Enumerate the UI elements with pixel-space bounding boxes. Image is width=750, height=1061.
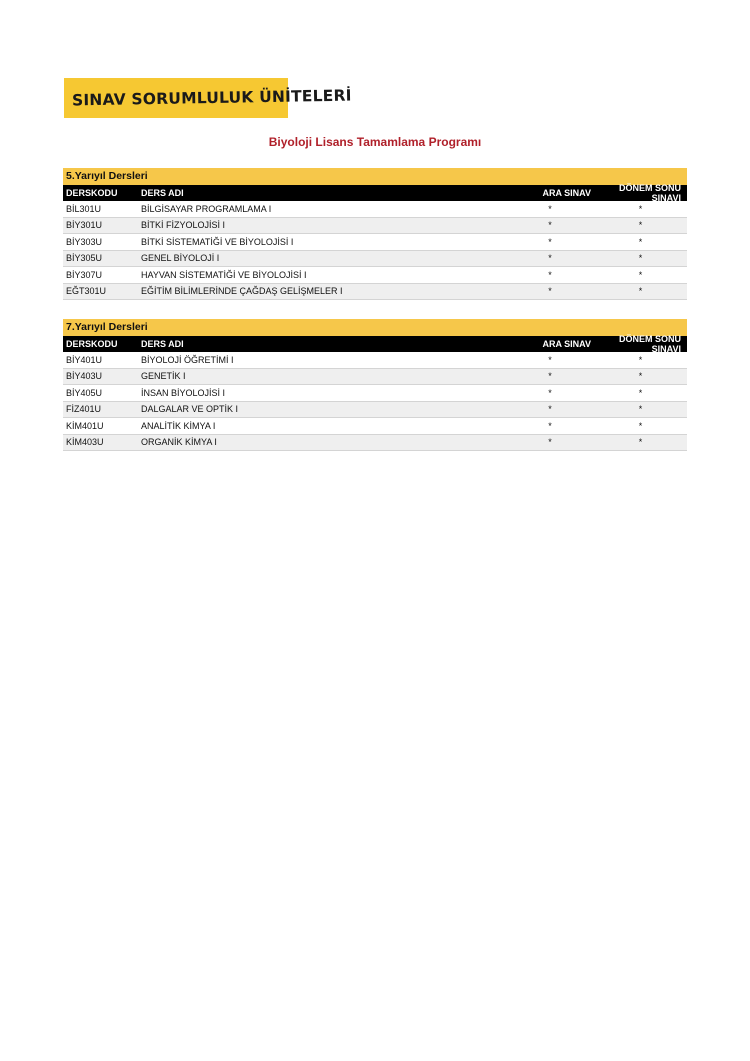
- final-mark: *: [638, 437, 643, 448]
- final-mark: *: [638, 269, 643, 280]
- course-name: DALGALAR VE OPTİK I: [141, 404, 239, 415]
- column-header-name: DERS ADI: [141, 339, 184, 349]
- column-header-row: [63, 336, 687, 352]
- midterm-mark: *: [548, 387, 552, 398]
- final-mark: *: [638, 387, 643, 398]
- table-row: [63, 435, 687, 452]
- course-code: BİY307U: [66, 269, 103, 280]
- table-row: [63, 234, 687, 251]
- final-mark: *: [638, 286, 643, 297]
- semester-7-section: [63, 319, 687, 451]
- table-row: [63, 251, 687, 268]
- table-row: [63, 402, 687, 419]
- course-code: BİY403U: [66, 371, 103, 382]
- table-row: [63, 284, 687, 301]
- course-code: EĞT301U: [66, 286, 107, 297]
- midterm-mark: *: [548, 371, 552, 382]
- midterm-mark: *: [548, 354, 552, 365]
- final-mark: *: [638, 371, 643, 382]
- semester-5-section: [63, 168, 687, 300]
- course-name: BİYOLOJİ ÖĞRETİMİ I: [141, 354, 234, 365]
- final-mark: *: [638, 236, 643, 247]
- midterm-mark: *: [548, 404, 552, 415]
- course-name: BİTKİ FİZYOLOJİSİ I: [141, 220, 226, 231]
- course-code: BİY401U: [66, 354, 103, 365]
- column-header-midterm: ARA SINAV: [542, 188, 591, 198]
- table-row: [63, 201, 687, 218]
- section-heading: 7.Yarıyıl Dersleri: [63, 319, 687, 336]
- column-header-code: DERSKODU: [66, 339, 118, 349]
- course-code: KİM401U: [66, 420, 104, 431]
- course-code: BİY301U: [66, 220, 103, 231]
- midterm-mark: *: [548, 269, 552, 280]
- course-name: ORGANİK KİMYA I: [141, 437, 217, 448]
- table-row: [63, 385, 687, 402]
- course-name: GENETİK I: [141, 371, 186, 382]
- table-row: [63, 369, 687, 386]
- table-row: [63, 218, 687, 235]
- course-code: BİL301U: [66, 203, 102, 214]
- table-row: [63, 267, 687, 284]
- course-code: KİM403U: [66, 437, 104, 448]
- course-name: BİLGİSAYAR PROGRAMLAMA I: [141, 203, 272, 214]
- course-name: HAYVAN SİSTEMATİĞİ VE BİYOLOJİSİ I: [141, 269, 307, 280]
- course-code: BİY305U: [66, 253, 103, 264]
- course-name: BİTKİ SİSTEMATİĞİ VE BİYOLOJİSİ I: [141, 236, 294, 247]
- header-banner: [64, 78, 352, 118]
- course-name: ANALİTİK KİMYA I: [141, 420, 216, 431]
- midterm-mark: *: [548, 420, 552, 431]
- course-code: FİZ401U: [66, 404, 102, 415]
- final-mark: *: [638, 220, 643, 231]
- midterm-mark: *: [548, 437, 552, 448]
- course-name: GENEL BİYOLOJİ I: [141, 253, 220, 264]
- column-header-final: DÖNEM SONU SINAVI: [618, 183, 681, 203]
- midterm-mark: *: [548, 286, 552, 297]
- column-header-midterm: ARA SINAV: [542, 339, 591, 349]
- column-header-row: [63, 185, 687, 201]
- final-mark: *: [638, 420, 643, 431]
- table-row: [63, 418, 687, 435]
- table-row: [63, 352, 687, 369]
- course-name: İNSAN BİYOLOJİSİ I: [141, 387, 226, 398]
- column-header-code: DERSKODU: [66, 188, 118, 198]
- midterm-mark: *: [548, 220, 552, 231]
- banner-title: SINAV SORUMLULUK ÜNİTELERİ: [71, 86, 352, 110]
- midterm-mark: *: [548, 203, 552, 214]
- section-heading: 5.Yarıyıl Dersleri: [63, 168, 687, 185]
- page-title: Biyoloji Lisans Tamamlama Programı: [268, 135, 482, 149]
- final-mark: *: [638, 253, 643, 264]
- midterm-mark: *: [548, 236, 552, 247]
- final-mark: *: [638, 203, 643, 214]
- course-code: BİY303U: [66, 236, 103, 247]
- course-name: EĞİTİM BİLİMLERİNDE ÇAĞDAŞ GELİŞMELER I: [141, 286, 343, 297]
- final-mark: *: [638, 404, 643, 415]
- column-header-name: DERS ADI: [141, 188, 184, 198]
- column-header-final: DÖNEM SONU SINAVI: [618, 334, 681, 354]
- course-code: BİY405U: [66, 387, 103, 398]
- final-mark: *: [638, 354, 643, 365]
- midterm-mark: *: [548, 253, 552, 264]
